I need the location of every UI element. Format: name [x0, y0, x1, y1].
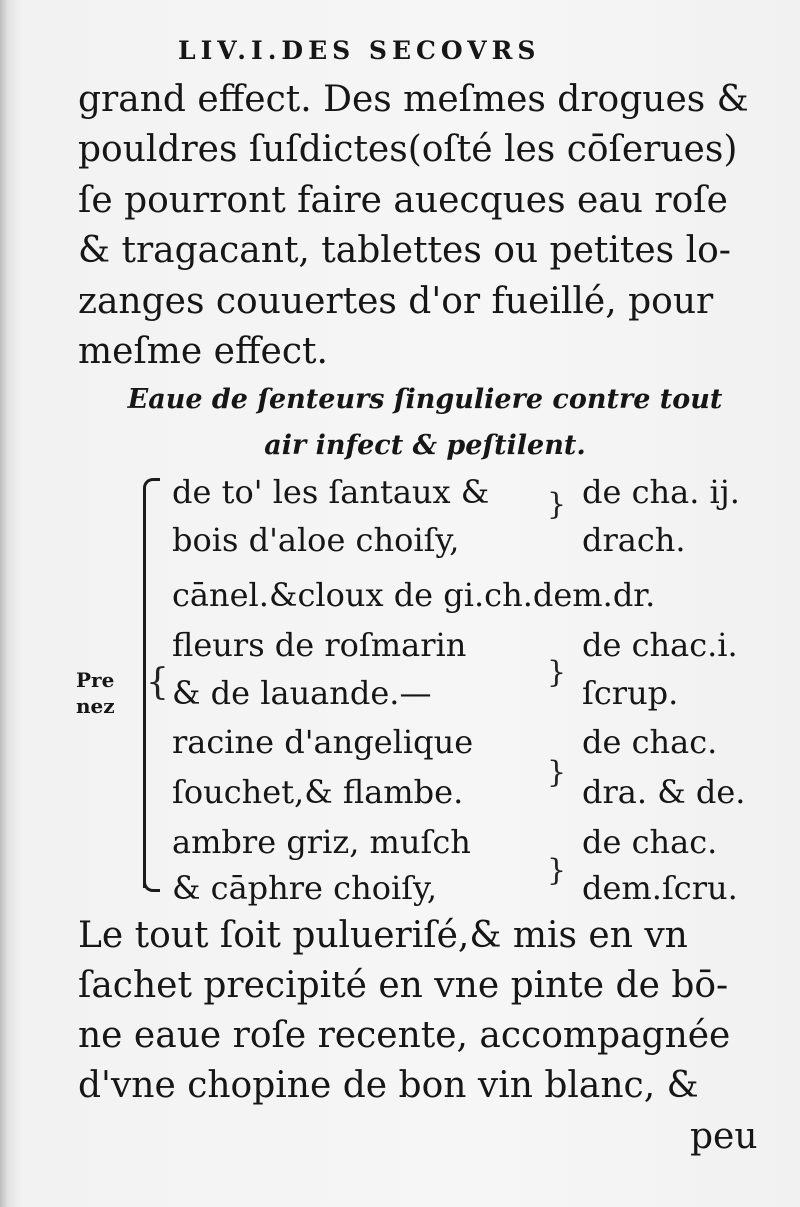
- curly-brace-icon: }: [547, 655, 567, 690]
- quantity-line: de cha. ij.: [582, 473, 740, 511]
- curly-brace-icon: }: [547, 853, 567, 888]
- quantity-line: de chac.i.: [582, 626, 738, 664]
- quantity-line: drach.: [582, 521, 686, 559]
- ingredient-line: fleurs de roſmarin: [172, 626, 467, 664]
- ingredient-line: racine d'angelique: [172, 723, 474, 761]
- ingredient-line: de to' les ſantaux &: [172, 473, 490, 511]
- text-line: & tragacant, tablettes ou petites lo-: [78, 230, 731, 271]
- text-line: ſachet precipité en vne pinte de bō-: [78, 965, 729, 1006]
- ingredient-line: cānel.&cloux de gi.ch.dem.dr.: [172, 576, 656, 614]
- left-bracket-bottom: [143, 877, 160, 892]
- quantity-line: dem.ſcru.: [582, 869, 738, 907]
- prenez-label-1: Pre: [76, 668, 115, 692]
- curly-brace-icon: }: [547, 755, 567, 790]
- text-line: Le tout ſoit pulueriſé,& mis en vn: [78, 915, 688, 956]
- text-line: ſe pourront faire auecques eau roſe: [78, 180, 728, 221]
- ingredient-line: ſouchet,& flambe.: [172, 773, 464, 811]
- running-header: LIV.I.DES SECOVRS: [178, 36, 541, 65]
- text-line: grand effect. Des meſmes drogues &: [78, 79, 749, 120]
- text-line: d'vne chopine de bon vin blanc, &: [78, 1065, 699, 1106]
- text-line: meſme effect.: [78, 331, 328, 372]
- recipe-title-line-1: Eaue de ſenteurs ſinguliere contre tout: [127, 384, 723, 415]
- quantity-line: dra. & de.: [582, 773, 746, 811]
- quantity-line: de chac.: [582, 723, 718, 761]
- ingredient-line: & cāphre choiſy,: [172, 869, 438, 907]
- curly-brace-icon: {: [146, 662, 169, 703]
- curly-brace-icon: }: [547, 487, 567, 522]
- ingredient-line: bois d'aloe choiſy,: [172, 521, 460, 559]
- prenez-label-2: nez: [76, 694, 115, 718]
- quantity-line: de chac.: [582, 823, 718, 861]
- recipe-title-line-2: air infect & peſtilent.: [264, 430, 586, 461]
- text-line: ne eaue roſe recente, accompagnée: [78, 1015, 731, 1056]
- text-line: pouldres ſuſdictes(oſté les cōſerues): [78, 129, 738, 170]
- catchword: peu: [690, 1116, 758, 1157]
- ingredient-line: ambre griz, muſch: [172, 823, 471, 861]
- ingredient-line: & de lauande.—: [172, 674, 432, 712]
- quantity-line: ſcrup.: [582, 674, 679, 712]
- text-line: zanges couuertes d'or fueillé, pour: [78, 281, 714, 322]
